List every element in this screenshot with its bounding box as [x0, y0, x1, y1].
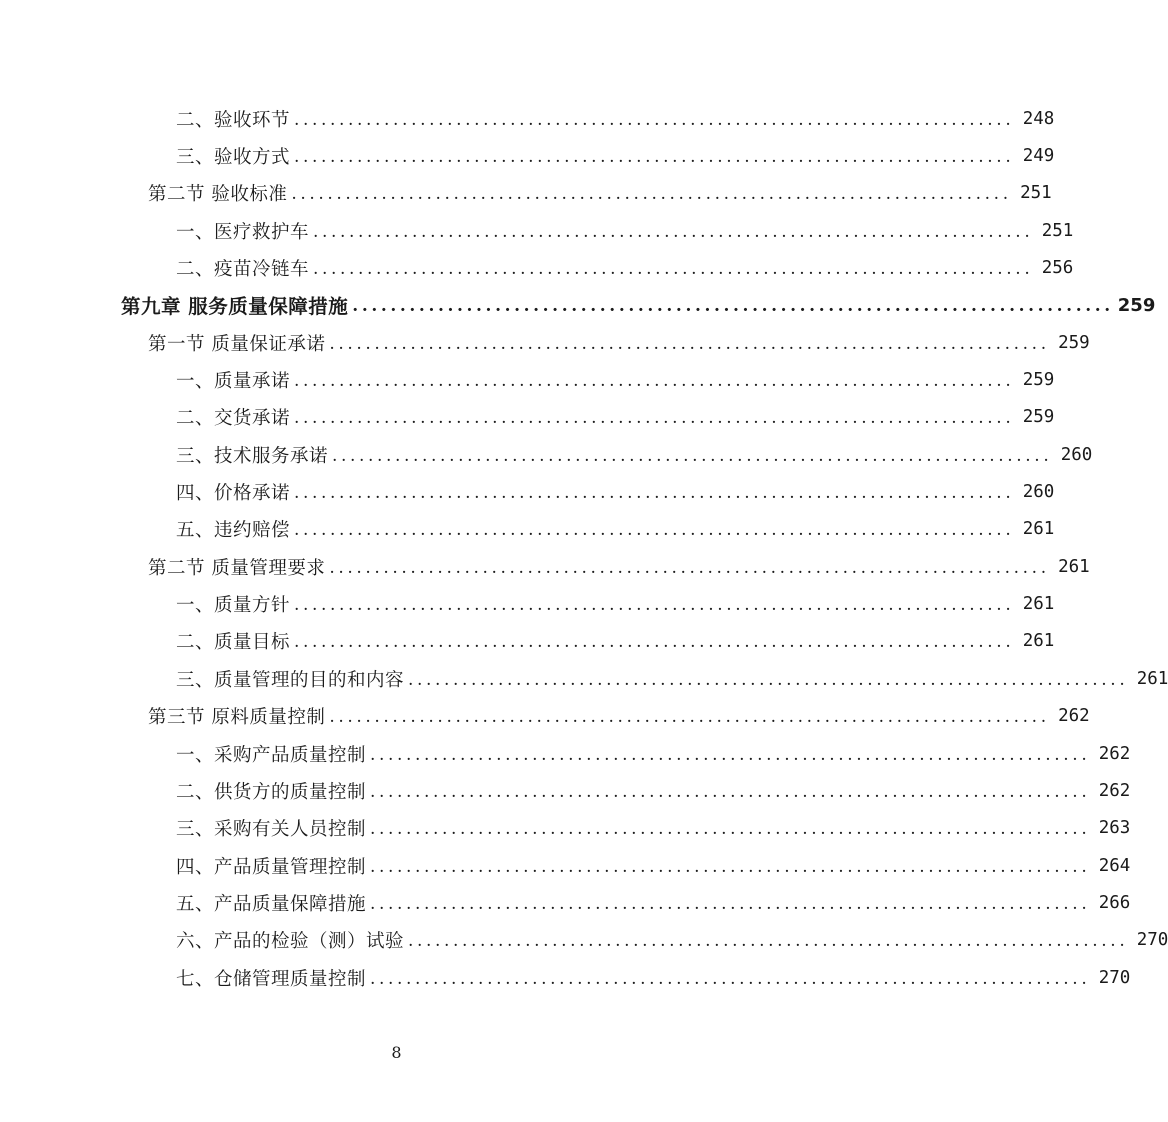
toc-entry-title: 四、价格承诺	[176, 483, 291, 505]
toc-entry-page: 256	[1041, 258, 1074, 279]
dot-leader: ................................................................................	[329, 557, 1050, 578]
toc-entry[interactable]	[0, 735, 1131, 772]
dot-leader: ................................................................................	[370, 781, 1091, 802]
toc-entry[interactable]	[0, 922, 1168, 959]
toc-entry[interactable]	[0, 660, 1168, 697]
dot-leader: ................................................................................	[294, 371, 1015, 392]
toc-entry-page: 261	[1136, 668, 1168, 689]
toc-entry-page: 261	[1022, 519, 1055, 540]
dot-leader: ................................................................................	[294, 147, 1015, 168]
toc-entry[interactable]	[0, 212, 1074, 249]
dot-leader: ................................................................................	[370, 856, 1091, 877]
toc-entry-title: 第二节 质量管理要求	[148, 557, 326, 579]
toc-entry-title: 三、验收方式	[176, 147, 291, 169]
toc-entry-page: 262	[1098, 743, 1131, 764]
dot-leader: ................................................................................	[294, 408, 1015, 429]
toc-entry-title: 一、采购产品质量控制	[176, 744, 367, 766]
page-number: 8	[391, 1043, 402, 1062]
toc-entry-title: 第九章 服务质量保障措施	[121, 295, 349, 319]
dot-leader: ................................................................................	[408, 669, 1129, 690]
toc-entry-title: 一、质量方针	[176, 595, 291, 617]
toc-entry-page: 259	[1022, 407, 1055, 428]
dot-leader: ................................................................................	[332, 445, 1053, 466]
toc-entry-title: 二、质量目标	[176, 632, 291, 654]
toc-entry-page: 248	[1022, 108, 1055, 129]
dot-leader: ................................................................................	[408, 931, 1129, 952]
dot-leader: ................................................................................	[313, 259, 1034, 280]
toc-entry-page: 259	[1058, 332, 1090, 353]
dot-leader: ................................................................................	[294, 483, 1015, 504]
toc-entry-title: 第三节 原料质量控制	[148, 707, 326, 729]
toc-entry[interactable]	[0, 959, 1131, 996]
toc-entry-title: 三、质量管理的目的和内容	[176, 669, 405, 691]
dot-leader: ................................................................................	[313, 221, 1034, 242]
toc-entry-page: 263	[1098, 818, 1131, 839]
dot-leader: ................................................................................	[370, 968, 1091, 989]
dot-leader: ................................................................................	[370, 819, 1091, 840]
toc-entry[interactable]	[0, 137, 1055, 174]
dot-leader: ................................................................................	[329, 707, 1050, 728]
toc-entry-title: 第二节 验收标准	[148, 184, 288, 206]
toc-entry[interactable]	[0, 511, 1055, 548]
toc-entry[interactable]	[0, 249, 1074, 286]
toc-entry-title: 第一节 质量保证承诺	[148, 333, 326, 355]
toc-entry-title: 七、仓储管理质量控制	[176, 968, 367, 990]
toc-entry[interactable]	[0, 847, 1131, 884]
toc-entry[interactable]	[0, 473, 1055, 510]
toc-entry[interactable]	[0, 810, 1131, 847]
toc-entry-page: 262	[1058, 706, 1090, 727]
toc-entry-title: 一、质量承诺	[176, 371, 291, 393]
toc-entry-page: 270	[1136, 930, 1168, 951]
toc-entry-title: 二、交货承诺	[176, 408, 291, 430]
toc-entry-page: 270	[1098, 967, 1131, 988]
toc-entry[interactable]	[0, 361, 1055, 398]
dot-leader: ................................................................................	[291, 184, 1012, 205]
toc-entry-title: 五、违约赔偿	[176, 520, 291, 542]
toc-entry-page: 264	[1098, 855, 1131, 876]
toc-entry-page: 249	[1022, 146, 1055, 167]
toc-entry-title: 三、技术服务承诺	[176, 445, 329, 467]
dot-leader: ................................................................................	[370, 744, 1091, 765]
toc-entry-title: 三、采购有关人员控制	[176, 819, 367, 841]
toc-entry-page: 261	[1058, 556, 1090, 577]
toc-entry-title: 六、产品的检验（测）试验	[176, 931, 405, 953]
toc-entry-page: 261	[1022, 631, 1055, 652]
toc-entry[interactable]	[0, 623, 1055, 660]
toc-entry-page: 251	[1041, 220, 1074, 241]
toc-entry[interactable]	[0, 884, 1131, 921]
toc-entry-title: 二、疫苗冷链车	[176, 259, 310, 281]
dot-leader: ................................................................................	[294, 632, 1015, 653]
toc-entry-title: 二、验收环节	[176, 109, 291, 131]
dot-leader: ................................................................................	[370, 893, 1091, 914]
toc-entry[interactable]	[0, 399, 1055, 436]
toc-entry-page: 266	[1098, 892, 1131, 913]
toc-entry[interactable]	[0, 175, 1052, 212]
toc-entry[interactable]	[0, 324, 1090, 361]
toc-entry[interactable]	[0, 548, 1090, 585]
dot-leader: ................................................................................	[294, 520, 1015, 541]
toc-entry[interactable]	[0, 585, 1055, 622]
toc-entry-page: 261	[1022, 594, 1055, 615]
toc-entry-page: 259	[1117, 294, 1156, 316]
dot-leader: ................................................................................	[294, 109, 1015, 130]
toc-entry-page: 262	[1098, 780, 1131, 801]
table-of-contents	[0, 100, 1168, 996]
toc-entry[interactable]	[0, 772, 1131, 809]
dot-leader: ................................................................................	[352, 296, 1114, 317]
toc-entry[interactable]	[0, 100, 1055, 137]
toc-entry-title: 四、产品质量管理控制	[176, 856, 367, 878]
toc-entry-title: 二、供货方的质量控制	[176, 781, 367, 803]
toc-entry-title: 一、医疗救护车	[176, 221, 310, 243]
toc-entry-page: 260	[1060, 444, 1093, 465]
toc-entry-page: 260	[1022, 482, 1055, 503]
toc-chapter-entry[interactable]	[0, 287, 1156, 324]
toc-entry[interactable]	[0, 436, 1093, 473]
toc-entry-page: 259	[1022, 370, 1055, 391]
toc-entry-page: 251	[1020, 183, 1052, 204]
toc-entry-title: 五、产品质量保障措施	[176, 893, 367, 915]
dot-leader: ................................................................................	[294, 595, 1015, 616]
dot-leader: ................................................................................	[329, 333, 1050, 354]
toc-entry[interactable]	[0, 698, 1090, 735]
